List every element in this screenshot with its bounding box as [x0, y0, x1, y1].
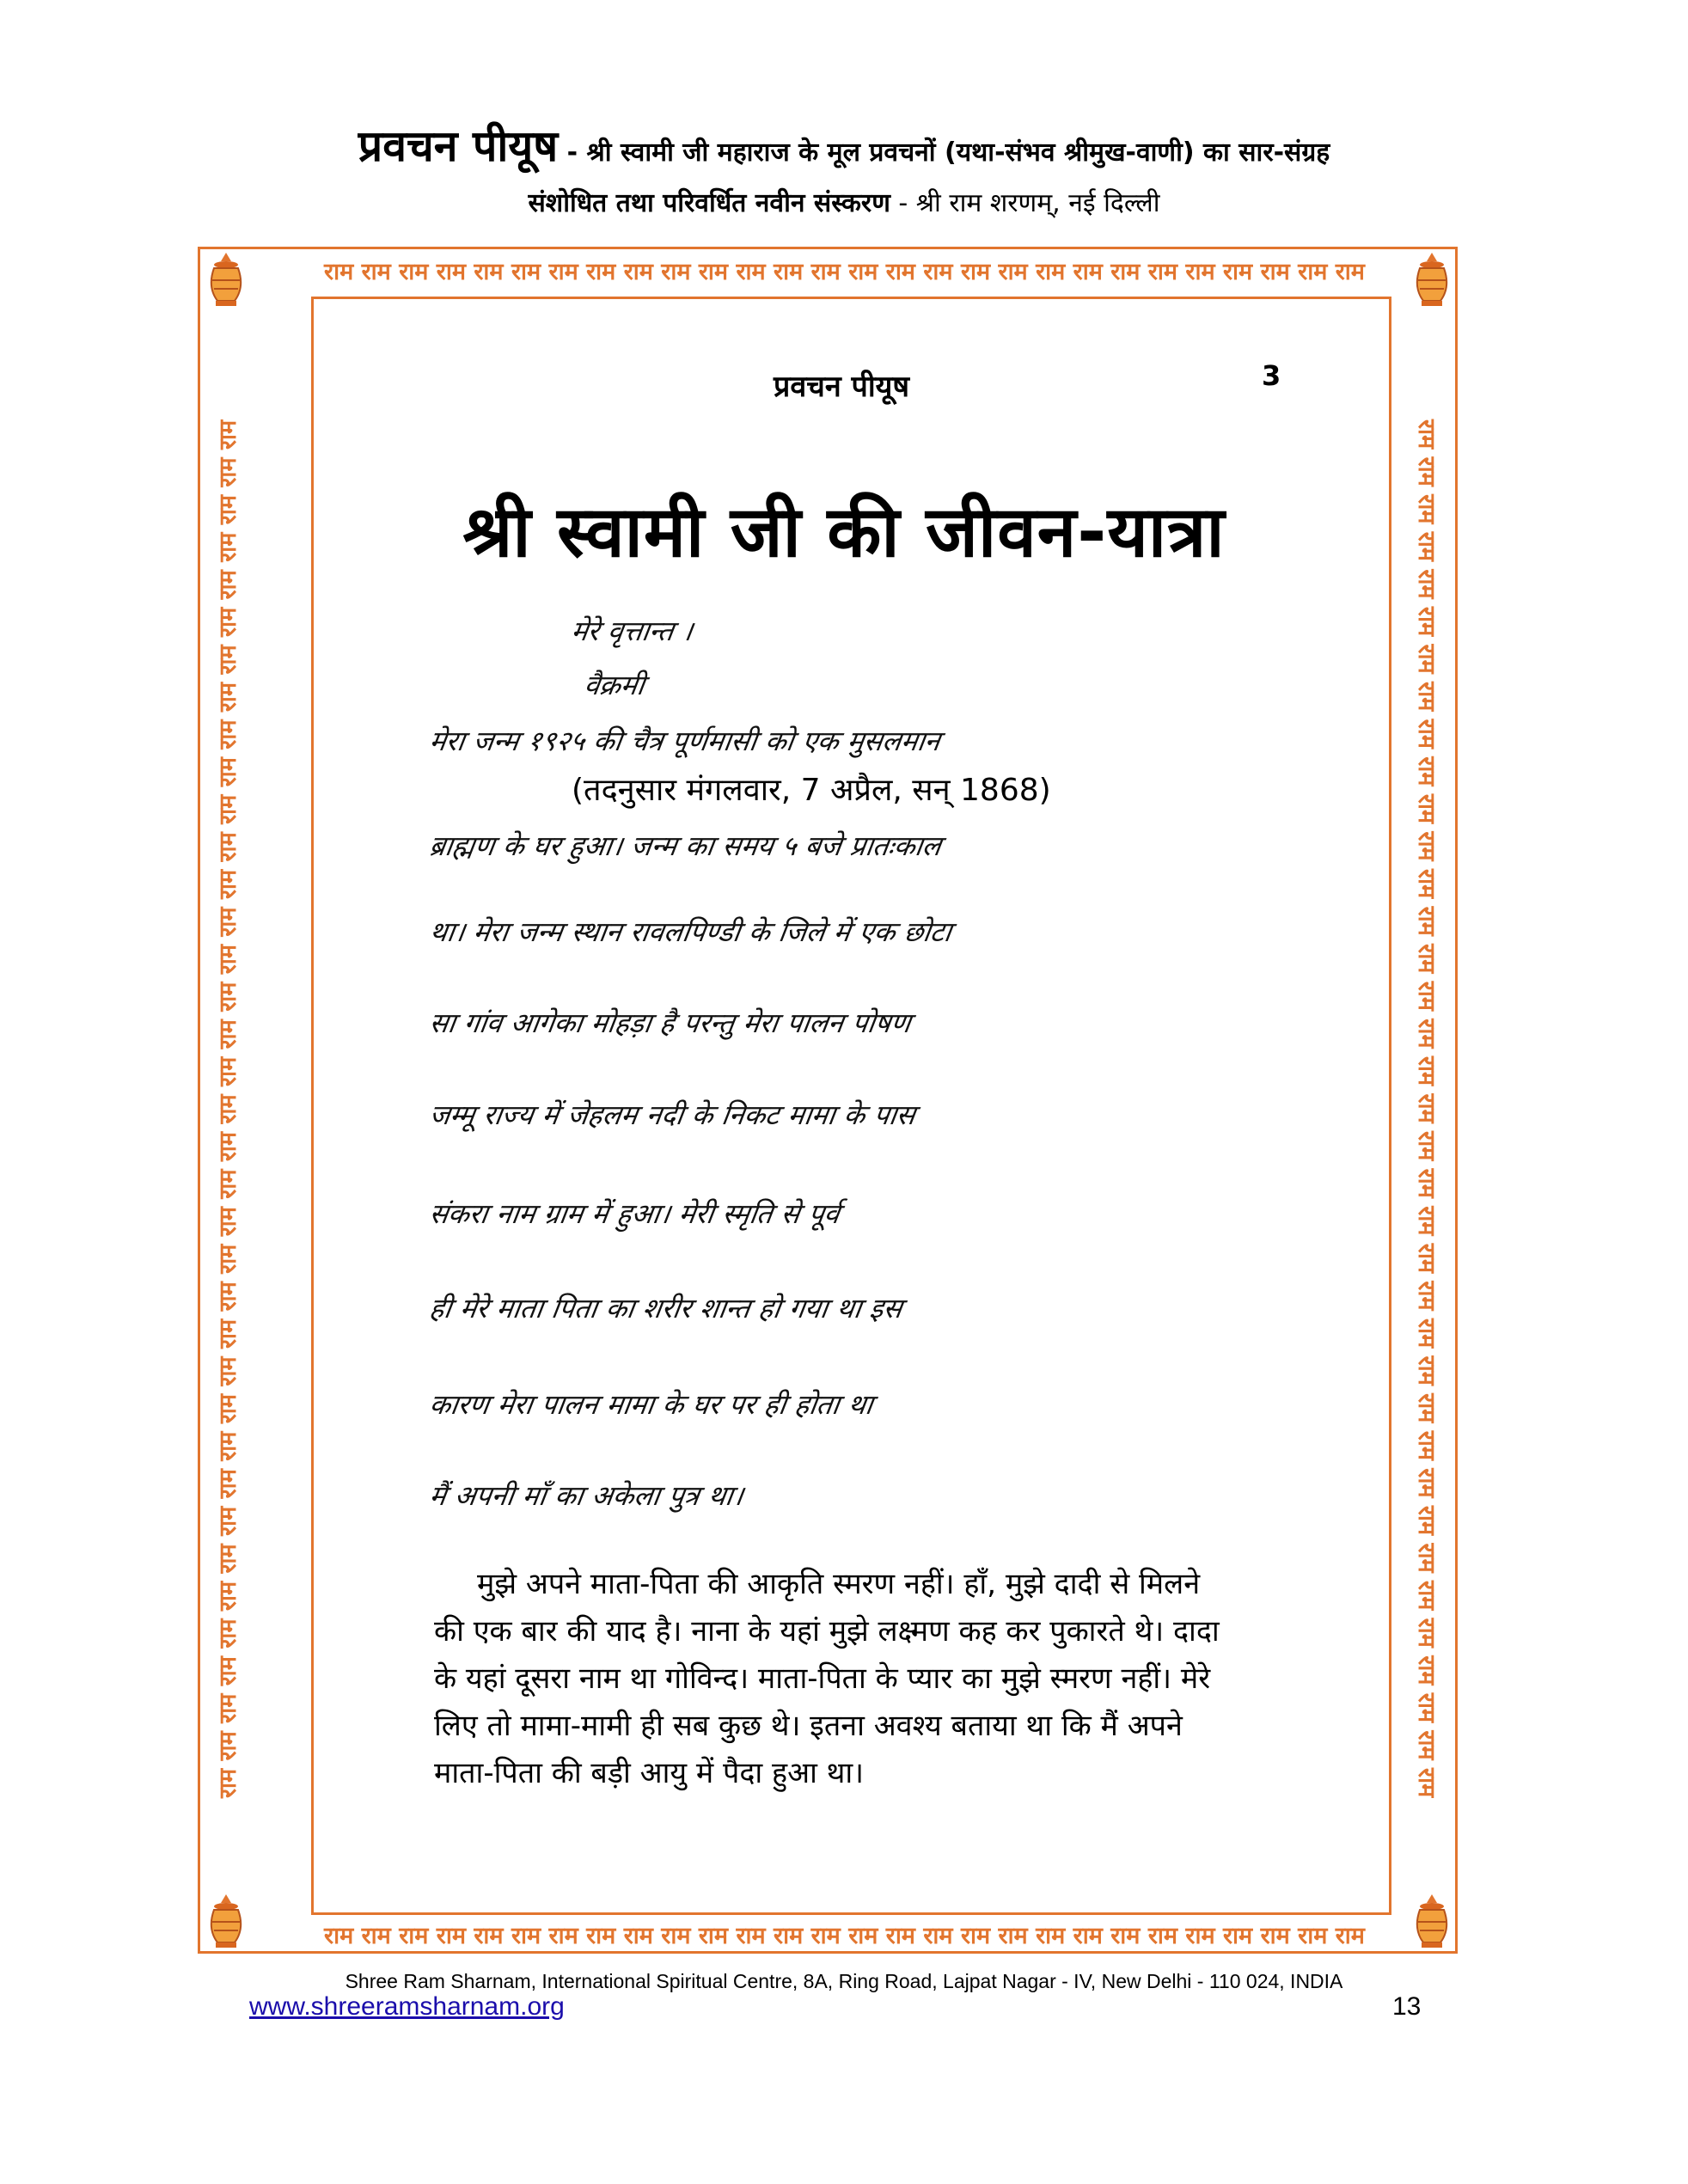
ram-border-left: राम राम राम राम राम राम राम राम राम राम राम राम राम राम राम राम राम राम राम राम राम राम राम राम राम राम राम राम राम राम राम राम राम राम राम राम राम: [215, 419, 242, 1798]
body-paragraph: [434, 1561, 1311, 1797]
scan-page-number: 3: [1262, 359, 1281, 392]
book-subtitle: - श्री स्वामी जी महाराज के मूल प्रवचनों (यथा-संभव श्रीमुख-वाणी) का सार-संग्रह: [558, 138, 1330, 168]
ram-border-bottom: राम राम राम राम राम राम राम राम राम राम राम राम राम राम राम राम राम राम राम राम राम राम राम राम राम राम राम राम: [324, 1923, 1365, 1949]
book-title: प्रवचन पीयूष: [358, 121, 559, 171]
printed-date-note: (तदनुसार मंगलवार, 7 अप्रैल, सन् 1868): [572, 773, 1051, 808]
handwritten-line: कारण मेरा पालन मामा के घर पर ही होता था: [427, 1388, 876, 1421]
kalash-icon: [202, 1891, 250, 1951]
paragraph-line: लिए तो मामा-मामी ही सब कुछ थे। इतना अवश्य बताया था कि मैं अपने: [434, 1709, 1183, 1743]
website-link[interactable]: www.shreeramsharnam.org: [249, 1992, 565, 2021]
kalash-icon: [1408, 249, 1456, 309]
paragraph-line: माता-पिता की बड़ी आयु में पैदा हुआ था।: [434, 1756, 865, 1790]
handwritten-line: था। मेरा जन्म स्थान रावलपिण्डी के जिले में एक छोटा: [427, 915, 954, 948]
scan-page-title: प्रवचन पीयूष: [774, 370, 910, 404]
document-header-title: [0, 115, 1688, 174]
footer-address: Shree Ram Sharnam, International Spiritual Centre, 8A, Ring Road, Lajpat Nagar - IV, New Delhi - 110 024, INDIA: [345, 1970, 1343, 1992]
handwritten-line: जम्मू राज्य में जेहलम नदी के निकट मामा के पास: [427, 1098, 918, 1131]
handwritten-line: मैं अपनी माँ का अकेला पुत्र था।: [427, 1479, 746, 1512]
edition-label: संशोधित तथा परिवर्धित नवीन संस्करण: [528, 188, 890, 218]
paragraph-line: की एक बार की याद है। नाना के यहां मुझे लक्ष्मण कह कर पुकारते थे। दादा: [434, 1614, 1220, 1649]
handwritten-line: ब्राह्मण के घर हुआ। जन्म का समय ५ बजे प्रातःकाल: [427, 829, 944, 862]
handwritten-line: सा गांव आगेका मोहड़ा है परन्तु मेरा पालन पोषण: [427, 1006, 914, 1039]
handwritten-line: संकरा नाम ग्राम में हुआ। मेरी स्मृति से पूर्व: [427, 1197, 842, 1230]
handwritten-line: ही मेरे माता पिता का शरीर शान्त हो गया था इस: [427, 1292, 905, 1324]
handwritten-line: मेरा जन्म १९२५ की चैत्र पूर्णमासी को एक मुसलमान: [427, 725, 943, 757]
handwritten-line: वैक्रमी: [582, 669, 647, 701]
ram-border-right: राम राम राम राम राम राम राम राम राम राम राम राम राम राम राम राम राम राम राम राम राम राम राम राम राम राम राम राम राम राम राम राम राम राम राम राम राम: [1413, 419, 1440, 1798]
document-header-edition: [0, 184, 1688, 219]
chapter-title: श्री स्वामी जी की जीवन-यात्रा: [462, 492, 1226, 573]
kalash-icon: [1408, 1891, 1456, 1951]
paragraph-line: मुझे अपने माता-पिता की आकृति स्मरण नहीं। हाँ, मुझे दादी से मिलने: [477, 1567, 1201, 1601]
paragraph-line: के यहां दूसरा नाम था गोविन्द। माता-पिता के प्यार का मुझे स्मरण नहीं। मेरे: [434, 1661, 1211, 1696]
handwritten-line: मेरे वृत्तान्त ।: [569, 615, 695, 647]
edition-publisher: - श्री राम शरणम्, नई दिल्ली: [890, 188, 1160, 218]
footer-page-number: 13: [1392, 1992, 1422, 2021]
kalash-icon: [202, 249, 250, 309]
ram-border-top: राम राम राम राम राम राम राम राम राम राम राम राम राम राम राम राम राम राम राम राम राम राम राम राम राम राम राम राम: [324, 259, 1365, 285]
